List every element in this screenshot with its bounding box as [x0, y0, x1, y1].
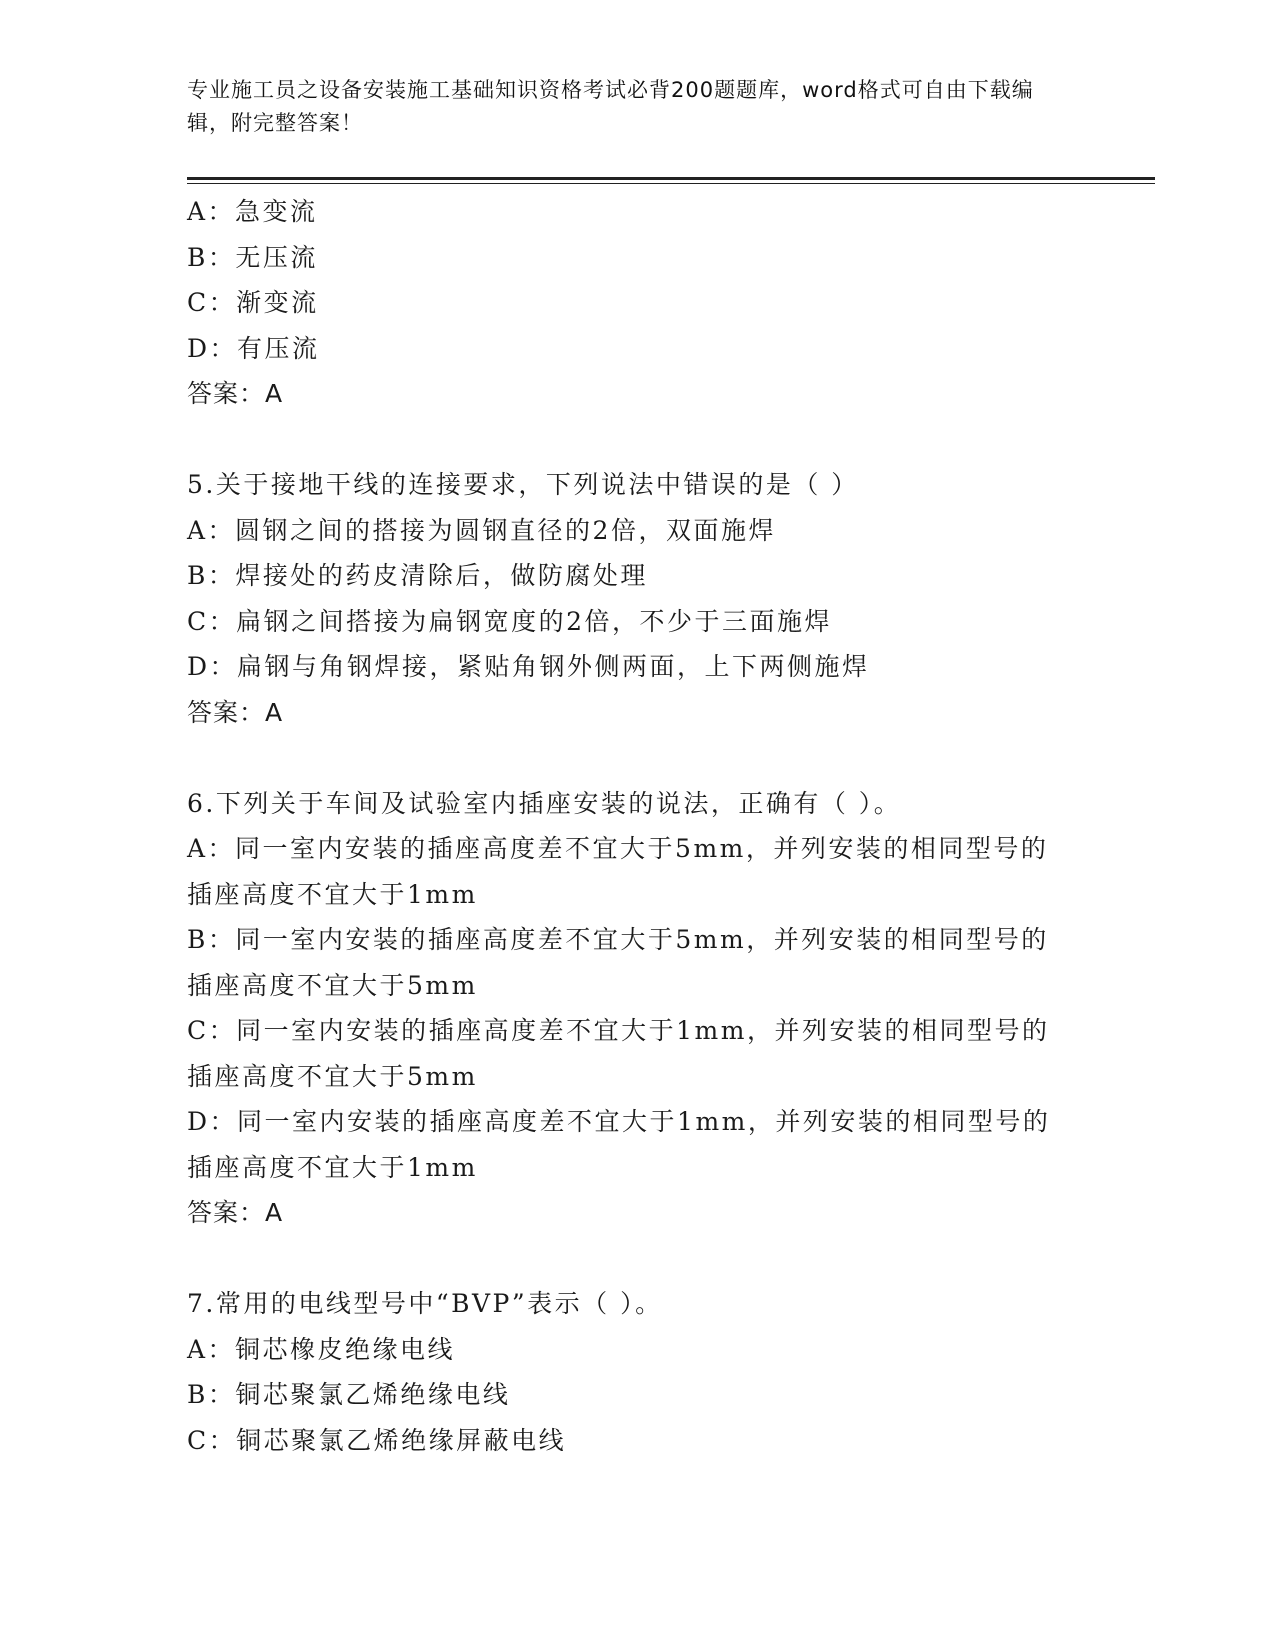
- option-a: A：圆钢之间的搭接为圆钢直径的2倍，双面施焊: [187, 515, 776, 545]
- option-c: C：扁钢之间搭接为扁钢宽度的2倍，不少于三面施焊: [187, 606, 833, 636]
- option-a: A：铜芯橡皮绝缘电线: [187, 1334, 456, 1364]
- answer: 答案：A: [187, 1198, 284, 1227]
- option-c: C：渐变流: [187, 288, 319, 317]
- spacer: [187, 1236, 1087, 1282]
- option-a: A：急变流: [187, 197, 318, 226]
- question-6-block: [187, 781, 1087, 1236]
- option-a: A：同一室内安装的插座高度差不宜大于5mm，并列安装的相同型号的插座高度不宜大于1mm: [187, 834, 1049, 909]
- option-b: B：无压流: [187, 242, 318, 272]
- question-5-block: [187, 462, 1087, 735]
- answer: 答案：A: [187, 697, 284, 727]
- option-c: C：铜芯聚氯乙烯绝缘屏蔽电线: [187, 1425, 567, 1455]
- question-text: 6.下列关于车间及试验室内插座安装的说法，正确有（ ）。: [187, 788, 902, 818]
- answer: 答案：A: [187, 379, 284, 408]
- option-d: D：同一室内安装的插座高度差不宜大于1mm，并列安装的相同型号的插座高度不宜大于1mm: [187, 1107, 1051, 1182]
- option-d: D：有压流: [187, 333, 320, 363]
- document-header: 专业施工员之设备安装施工基础知识资格考试必背200题题库，word格式可自由下载编辑，附完整答案！: [187, 78, 1034, 135]
- question-7-block: [187, 1281, 1087, 1463]
- option-b: B：铜芯聚氯乙烯绝缘电线: [187, 1380, 511, 1409]
- question-text: 5.关于接地干线的连接要求，下列说法中错误的是（ ）: [187, 470, 859, 499]
- header-divider-thick: [187, 177, 1155, 180]
- option-b: B：同一室内安装的插座高度差不宜大于5mm，并列安装的相同型号的插座高度不宜大于5mm: [187, 925, 1049, 1000]
- option-d: D：扁钢与角钢焊接，紧贴角钢外侧两面，上下两侧施焊: [187, 652, 870, 681]
- header-divider-thin: [187, 183, 1155, 184]
- option-b: B：焊接处的药皮清除后，做防腐处理: [187, 561, 648, 590]
- spacer: [187, 417, 1087, 463]
- question-4-block: [187, 189, 1087, 417]
- question-content: [187, 189, 1087, 1463]
- option-c: C：同一室内安装的插座高度差不宜大于1mm，并列安装的相同型号的插座高度不宜大于5mm: [187, 1016, 1050, 1091]
- spacer: [187, 735, 1087, 781]
- question-text: 7.常用的电线型号中“BVP”表示（ ）。: [187, 1289, 663, 1318]
